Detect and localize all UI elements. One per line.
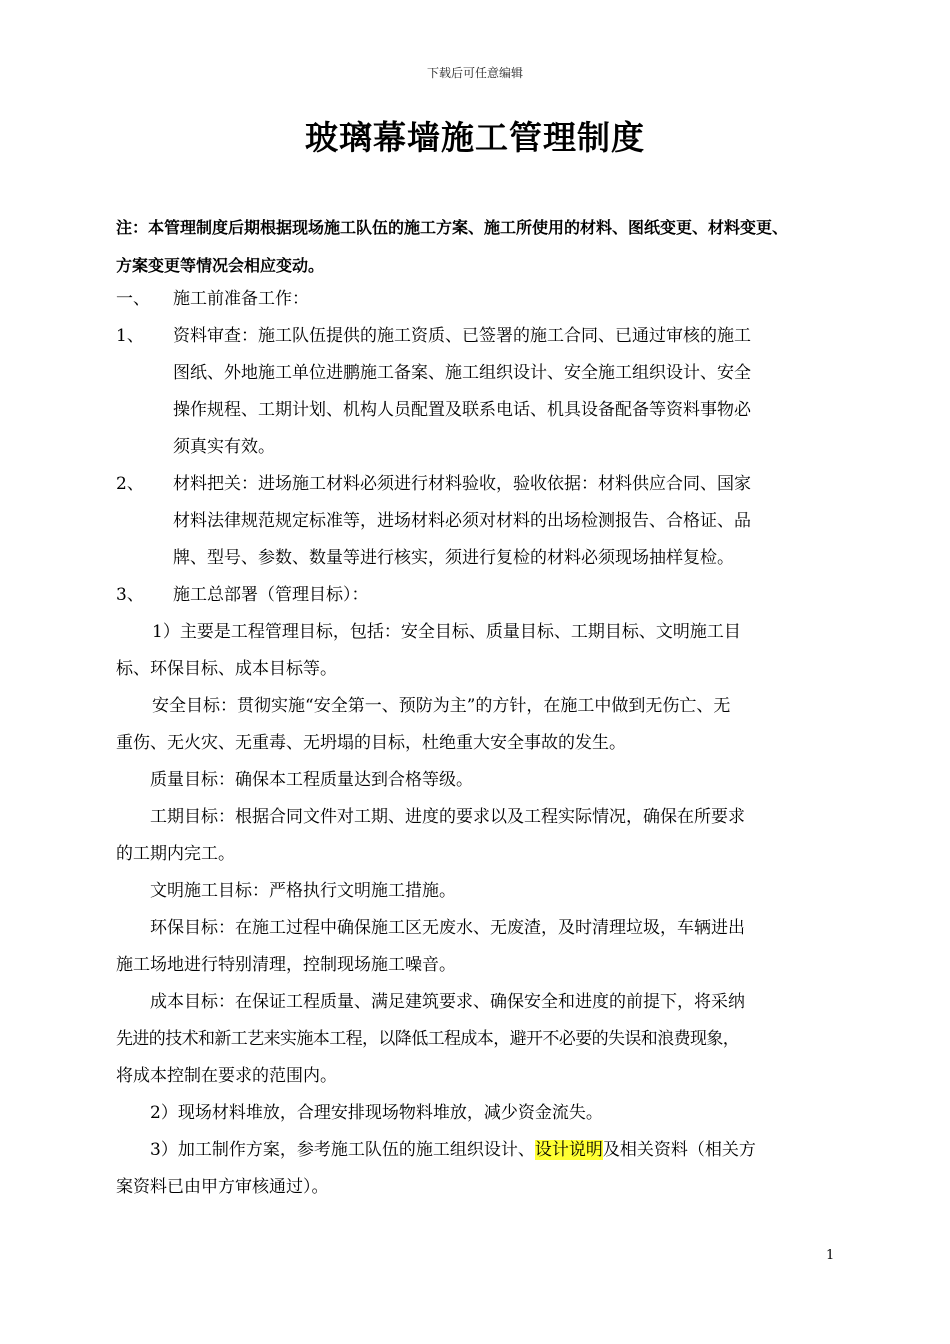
para-2-text-1: 安全目标：贯彻实施“安全第一、预防为主”的方针，在施工中做到无伤亡、无 [152, 696, 731, 716]
item-2-number: 2、 [116, 474, 144, 494]
item-2-text-3: 牌、型号、参数、数量等进行核实，须进行复检的材料必须现场抽样复检。 [173, 548, 734, 568]
para-9-text-2: 案资料已由甲方审核通过）。 [116, 1177, 329, 1197]
para-9-text-1b: 及相关资料（相关方 [602, 1140, 756, 1160]
document-title: 玻璃幕墙施工管理制度 [305, 118, 645, 157]
para-6-text-1: 环保目标：在施工过程中确保施工区无废水、无废渣，及时清理垃圾，车辆进出 [150, 918, 745, 938]
para-1-text-1: 1）主要是工程管理目标，包括：安全目标、质量目标、工期目标、文明施工目 [152, 622, 741, 642]
para-3-text-1: 质量目标：确保本工程质量达到合格等级。 [150, 770, 473, 790]
item-2-text-2: 材料法律规范规定标准等，进场材料必须对材料的出场检测报告、合格证、品 [173, 511, 751, 531]
highlighted-text: 设计说明 [534, 1140, 603, 1160]
para-9-text-1a: 3）加工制作方案，参考施工队伍的施工组织设计、 [150, 1140, 535, 1160]
item-1-text-2: 图纸、外地施工单位进鹏施工备案、施工组织设计、安全施工组织设计、安全 [173, 363, 751, 383]
para-9-text-1 [150, 1132, 756, 1169]
note-line-1: 注：本管理制度后期根据现场施工队伍的施工方案、施工所使用的材料、图纸变更、材料变更、 [116, 218, 789, 237]
item-1-text-1: 资料审查：施工队伍提供的施工资质、已签署的施工合同、已通过审核的施工 [173, 326, 751, 346]
para-4-text-2: 的工期内完工。 [116, 844, 235, 864]
para-7-text-2: 先进的技术和新工艺来实施本工程，以降低工程成本，避开不必要的失误和浪费现象， [116, 1029, 740, 1049]
item-3-text: 施工总部署（管理目标）： [173, 585, 369, 605]
para-5-text-1: 文明施工目标：严格执行文明施工措施。 [150, 881, 456, 901]
page-header: 下载后可任意编辑 [426, 66, 523, 80]
para-7-text-3: 将成本控制在要求的范围内。 [116, 1066, 337, 1086]
page-number: 1 [826, 1248, 835, 1263]
para-1-text-2: 标、环保目标、成本目标等。 [116, 659, 337, 679]
para-4-text-1: 工期目标：根据合同文件对工期、进度的要求以及工程实际情况，确保在所要求 [150, 807, 745, 827]
section-1-number: 一、 [116, 289, 150, 309]
item-1-text-4: 须真实有效。 [173, 437, 275, 457]
note-line-2: 方案变更等情况会相应变动。 [116, 256, 325, 275]
para-6-text-2: 施工场地进行特别清理，控制现场施工噪音。 [116, 955, 456, 975]
item-2-text-1: 材料把关：进场施工材料必须进行材料验收，验收依据：材料供应合同、国家 [173, 474, 751, 494]
section-1-text: 施工前准备工作： [173, 289, 309, 309]
para-8-text-1: 2）现场材料堆放，合理安排现场物料堆放，减少资金流失。 [150, 1103, 603, 1123]
para-7-text-1: 成本目标：在保证工程质量、满足建筑要求、确保安全和进度的前提下，将采纳 [150, 992, 745, 1012]
item-1-number: 1、 [116, 326, 144, 346]
item-3-number: 3、 [116, 585, 144, 605]
para-2-text-2: 重伤、无火灾、无重毒、无坍塌的目标，杜绝重大安全事故的发生。 [116, 733, 626, 753]
item-1-text-3: 操作规程、工期计划、机构人员配置及联系电话、机具设备配备等资料事物必 [173, 400, 751, 420]
